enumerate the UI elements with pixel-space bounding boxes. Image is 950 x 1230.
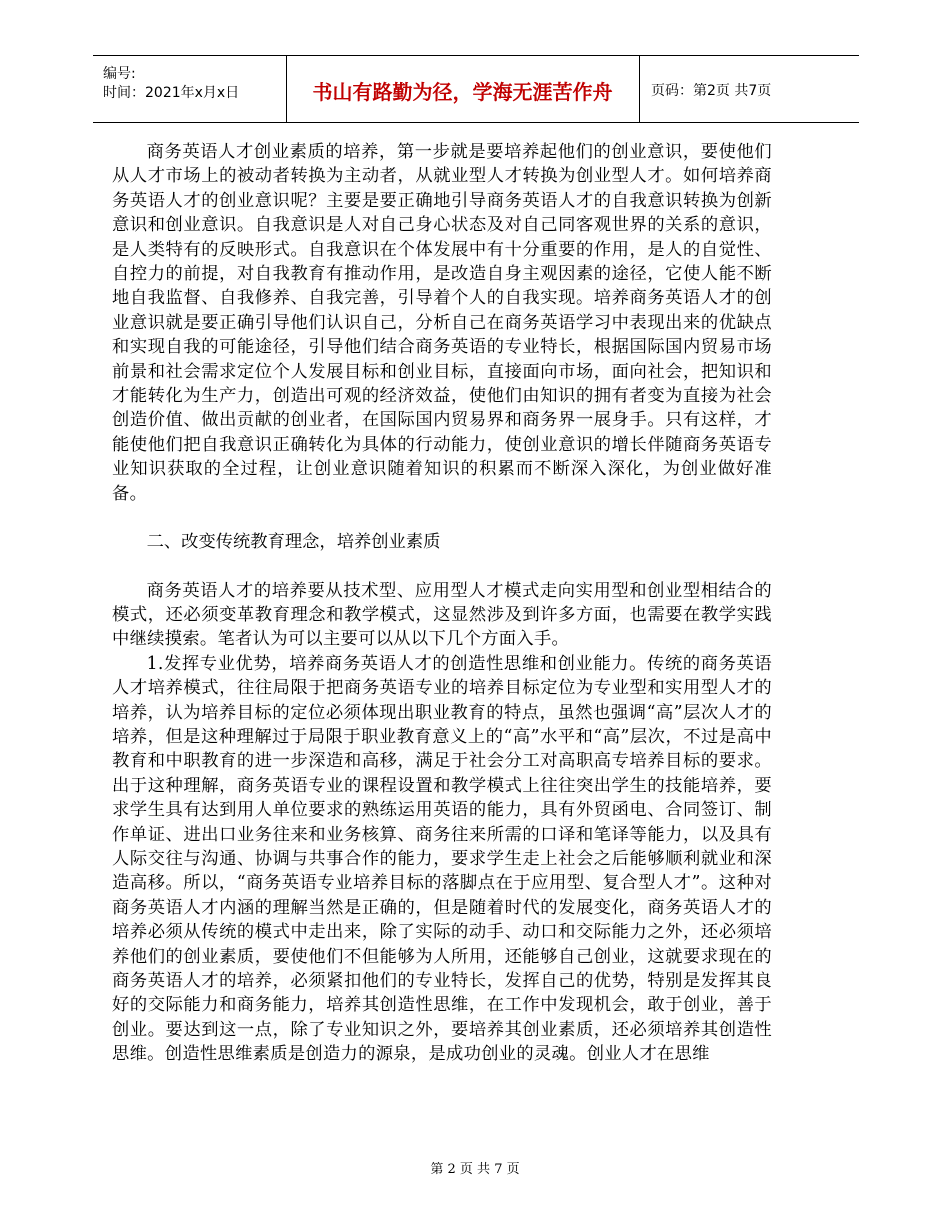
header-meta-cell [93, 56, 287, 122]
body-paragraph: 商务英语人才创业素质的培养，第一步就是要培养起他们的创业意识，要使他们从人才市场上的被动者转换为主动者，从就业型人才转换为创业型人才。如何培养商务英语人才的创业意识呢？主要是要正确地引导商务英语人才的自我意识转换为创新意识和创业意识。自我意识是人对自己身心状态及对自己同客观世界的关系的意识，是人类特有的反映形式。自我意识在个体发展中有十分重要的作用，是人的自觉性、自控力的前提，对自我教育有推动作用，是改造自身主观因素的途径，它使人能不断地自我监督、自我修养、自我完善，引导着个人的自我实现。培养商务英语人才的创业意识就是要正确引导他们认识自己，分析自己在商务英语学习中表现出来的优缺点和实现自我的可能途径，引导他们结合商务英语的专业特长，根据国际国内贸易市场前景和社会需求定位个人发展目标和创业目标，直接面向市场，面向社会，把知识和才能转化为生产力，创造出可观的经济效益，使他们由知识的拥有者变为直接为社会创造价值、做出贡献的创业者，在国际国内贸易界和商务界一展身手。只有这样，才能使他们把自我意识正确转化为具体的行动能力，使创业意识的增长伴随商务英语专业知识获取的全过程，让创业意识随着知识的积累而不断深入深化，为创业做好准备。 [112, 142, 772, 504]
document-time-label: 时间：2021年x月x日 [103, 85, 240, 101]
document-number-label: 编号: [103, 66, 136, 82]
document-body [112, 140, 772, 1067]
page-indicator: 页码：第2页 共7页 [651, 83, 772, 99]
section-heading: 二、改变传统教育理念，培养创业素质 [146, 532, 441, 553]
header-motto: 书山有路勤为径，学海无涯苦作舟 [312, 80, 613, 104]
page-footer: 第 2 页 共 7 页 [430, 1162, 520, 1177]
body-paragraph: 商务英语人才的培养要从技术型、应用型人才模式走向实用型和创业型相结合的模式，还必须变革教育理念和教学模式，这显然涉及到许多方面，也需要在教学实践中继续摸索。笔者认为可以主要可以从以下几个方面入手。 [112, 580, 772, 650]
header-motto-cell [286, 56, 640, 122]
header-page-cell [639, 56, 859, 122]
body-paragraph: 1.发挥专业优势，培养商务英语人才的创造性思维和创业能力。传统的商务英语人才培养模式，往往局限于把商务英语专业的培养目标定位为专业型和实用型人才的培养，认为培养目标的定位必须体现出职业教育的特点，虽然也强调“高”层次人才的培养，但是这种理解过于局限于职业教育意义上的“高”水平和“高”层次，不过是高中教育和中职教育的进一步深造和高移，满足于社会分工对高职高专培养目标的要求。出于这种理解，商务英语专业的课程设置和教学模式上往往突出学生的技能培养，要求学生具有达到用人单位要求的熟练运用英语的能力，具有外贸函电、合同签订、制作单证、进出口业务往来和业务核算、商务往来所需的口译和笔译等能力，以及具有人际交往与沟通、协调与共事合作的能力，要求学生走上社会之后能够顺利就业和深造高移。所以，“商务英语专业培养目标的落脚点在于应用型、复合型人才”。这种对商务英语人才内涵的理解当然是正确的，但是随着时代的发展变化，商务英语人才的培养必须从传统的模式中走出来，除了实际的动手、动口和交际能力之外，还必须培养他们的创业素质，要使他们不但能够为人所用，还能够自己创业，这就要求现在的商务英语人才的培养，必须紧扣他们的专业特长，发挥自己的优势，特别是发挥其良好的交际能力和商务能力，培养其创造性思维，在工作中发现机会，敢于创业，善于创业。要达到这一点，除了专业知识之外，要培养其创业素质，还必须培养其创造性思维。创造性思维素质是创造力的源泉，是成功创业的灵魂。创业人才在思维 [112, 653, 772, 1065]
page-header [93, 55, 859, 123]
